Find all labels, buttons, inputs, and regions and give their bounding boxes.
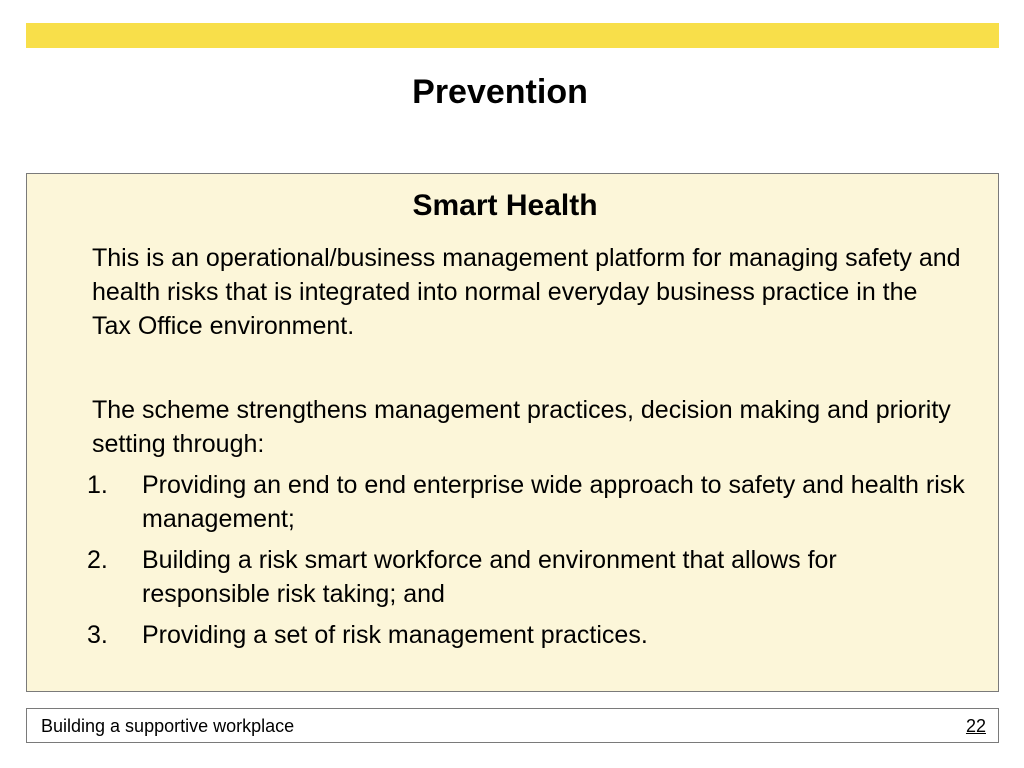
footer-text: Building a supportive workplace: [41, 716, 295, 736]
slide-title: Prevention: [412, 73, 588, 111]
list-item: [87, 468, 967, 536]
list-item-number: 1.: [87, 471, 108, 499]
list-item-text: Building a risk smart workforce and environment that allows for responsible risk taking; and: [142, 546, 837, 608]
top-accent-bar: [26, 23, 999, 48]
intro-paragraph: The scheme strengthens management practices, decision making and priority setting through:: [92, 396, 951, 458]
list-item-number: 3.: [87, 621, 108, 649]
page-number: 22: [965, 716, 986, 736]
description-paragraph: This is an operational/business management platform for managing safety and health risks that is integrated into normal everyday business practice in the Tax Office environment.: [92, 244, 961, 340]
list-item: [87, 618, 967, 652]
content-box: [26, 173, 999, 692]
numbered-list: [87, 468, 967, 659]
section-heading: Smart Health: [412, 189, 598, 222]
list-item: [87, 543, 967, 611]
footer: [26, 708, 999, 743]
list-item-text: Providing an end to end enterprise wide approach to safety and health risk management;: [142, 471, 965, 533]
list-item-number: 2.: [87, 546, 108, 574]
list-item-text: Providing a set of risk management practices.: [142, 621, 648, 649]
